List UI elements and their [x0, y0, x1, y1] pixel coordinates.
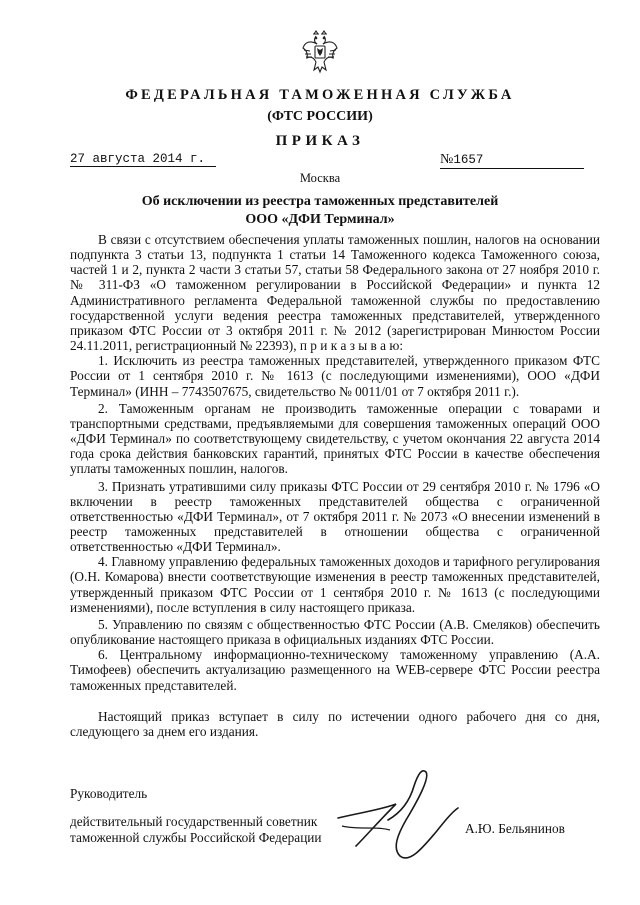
city: Москва — [299, 171, 341, 185]
order-subject — [0, 193, 640, 229]
order-body — [70, 232, 600, 739]
order-item-6: 6. Центральному информационно-техническому таможенному управлению (А.А. Тимофеев) обеспечить актуализацию размещенного на WEB-сервере ФТС России реестра таможенных представителей. — [70, 647, 600, 693]
agency-name: ФЕДЕРАЛЬНАЯ ТАМОЖЕННАЯ СЛУЖБА — [125, 87, 515, 103]
signature-block — [70, 786, 600, 846]
preamble-paragraph: В связи с отсутствием обеспечения уплаты таможенных пошлин, налогов на основании подпункта 3 статьи 13, подпункта 1 статьи 14 Таможенного кодекса Таможенного союза, частей 1 и 2, пункта 2 части 3 статьи 57, статьи 58 Федерального закона от 27 ноября 2010 г. № 311-ФЗ «О таможенном регулировании в Российской Федерации» и пункта 12 Административного регламента Федеральной таможенной службы по предоставлению государственной услуги ведения реестра таможенных представителей, утвержденного приказом ФТС России от 3 октября 2011 г. № 2012 (зарегистрирован Минюстом России 24.11.2011, регистрационный № 22393), п р и к а з ы в а ю: — [70, 232, 600, 354]
agency-short-name: (ФТС РОССИИ) — [267, 109, 373, 124]
order-item-4: 4. Главному управлению федеральных таможенных доходов и тарифного регулирования (О.Н. Комарова) внести соответствующие изменения в реестр таможенных представителей, утвержденный приказом ФТС России от 1 сентября 2010 г. № 1613 (с последующими изменениями), после вступления в силу настоящего приказа. — [70, 554, 600, 615]
order-item-2: 2. Таможенным органам не производить таможенные операции с товарами и транспортными средствами, предъявляемыми для совершения таможенных операций ООО «ДФИ Терминал» по соответствующему свидетельству, с учетом окончания 22 августа 2014 года срока действия банковских гарантий, принятых ФТС России в качестве обеспечения уплаты таможенных пошлин, налогов. — [70, 400, 600, 477]
order-number-prefix: № — [440, 152, 454, 167]
order-item-3: 3. Признать утратившими силу приказы ФТС России от 29 сентября 2010 г. № 1796 «О включении в реестр таможенных представителей общества с ограниченной ответственностью «ДФИ Терминал», от 7 октября 2011 г. № 2073 «О внесении изменений в реестр таможенных представителей в отношении общества с ограниченной ответственностью «ДФИ Терминал». — [70, 478, 600, 555]
subject-line-1: Об исключении из реестра таможенных представителей — [141, 194, 499, 209]
order-number-value: 1657 — [453, 153, 484, 167]
order-number — [440, 152, 584, 169]
order-date: 27 августа 2014 г. — [70, 152, 216, 167]
effective-date-paragraph: Настоящий приказ вступает в силу по истечении одного рабочего дня со дня, следующего за днем его издания. — [70, 708, 600, 739]
signer-name: А.Ю. Бельянинов — [465, 821, 565, 836]
signer-rank-line-2: таможенной службы Российской Федерации — [70, 830, 322, 845]
signer-rank-line-1: действительный государственный советник — [70, 814, 318, 829]
document-type: ПРИКАЗ — [275, 133, 365, 149]
subject-line-2: ООО «ДФИ Терминал» — [245, 212, 395, 227]
coat-of-arms-icon — [302, 30, 338, 76]
order-item-5: 5. Управлению по связям с общественностью ФТС России (А.В. Смеляков) обеспечить опубликование настоящего приказа в официальных изданиях ФТС России. — [70, 616, 600, 648]
signer-title: Руководитель — [70, 786, 148, 801]
order-item-1: 1. Исключить из реестра таможенных представителей, утвержденного приказом ФТС России от 1 сентября 2010 г. № 1613 (с последующими изменениями), ООО «ДФИ Терминал» (ИНН – 7743507675, свидетельство № 0011/01 от 7 октября 2011 г.). — [70, 353, 600, 399]
